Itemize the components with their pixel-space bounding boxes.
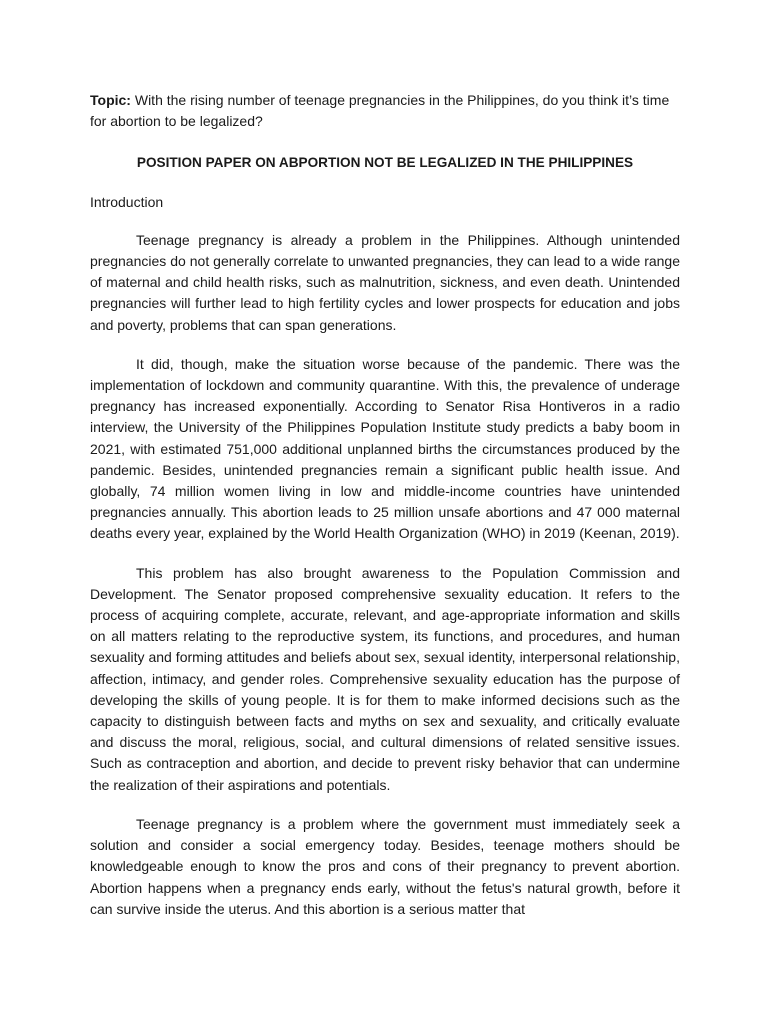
paragraph-4: Teenage pregnancy is a problem where the government must immediately seek a solution and consider a social emergency today. Besides, teenage mothers should be knowledgeable enough to know the pros and cons of their pregnancy to prevent abortion. Abortion happens when a pregnancy ends early, without the fetus's natural growth, before it can survive inside the uterus. And this abortion is a serious matter that: [90, 815, 680, 917]
topic-line: [90, 90, 680, 132]
topic-label: Topic:: [90, 92, 131, 108]
topic-text: With the rising number of teenage pregnancies in the Philippines, do you think it’s time for abortion to be legalized?: [90, 92, 670, 130]
section-heading-introduction: Introduction: [90, 193, 164, 210]
paragraph-3: This problem has also brought awareness to the Population Commission and Development. The Senator proposed comprehensive sexuality education. It refers to the process of acquiring complete, accurate, relevant, and age-appropriate information and skills on all matters relating to the reproductive system, its functions, and procedures, and human sexuality and forming attitudes and beliefs about sex, sexual identity, interpersonal relationship, affection, intimacy, and gender roles. Comprehensive sexuality education has the purpose of developing the skills of young people. It is for them to make informed decisions such as the capacity to distinguish between facts and myths on sex and sexuality, and critically evaluate and discuss the moral, religious, social, and cultural dimensions of related sensitive issues. Such as contraception and abortion, and decide to prevent risky behavior that can undermine the realization of their aspirations and potentials.: [90, 564, 680, 793]
paper-title: POSITION PAPER ON ABPORTION NOT BE LEGALIZED IN THE PHILIPPINES: [136, 155, 634, 171]
paragraph-1: Teenage pregnancy is already a problem in the Philippines. Although unintended pregnancies do not generally correlate to unwanted pregnancies, they can lead to a wide range of maternal and child health risks, such as malnutrition, sickness, and even death. Unintended pregnancies will further lead to high fertility cycles and lower prospects for education and jobs and poverty, problems that can span generations.: [90, 231, 680, 333]
paragraph-2: It did, though, make the situation worse because of the pandemic. There was the implementation of lockdown and community quarantine. With this, the prevalence of underage pregnancy has increased exponentially. According to Senator Risa Hontiveros in a radio interview, the University of the Philippines Population Institute study predicts a baby boom in 2021, with estimated 751,000 additional unplanned births the circumstances produced by the pandemic. Besides, unintended pregnancies remain a significant public health issue. And globally, 74 million women living in low and middle-income countries have unintended pregnancies annually. This abortion leads to 25 million unsafe abortions and 47 000 maternal deaths every year, explained by the World Health Organization (WHO) in 2019 (Keenan, 2019).: [90, 355, 680, 542]
document-page: [90, 90, 680, 920]
